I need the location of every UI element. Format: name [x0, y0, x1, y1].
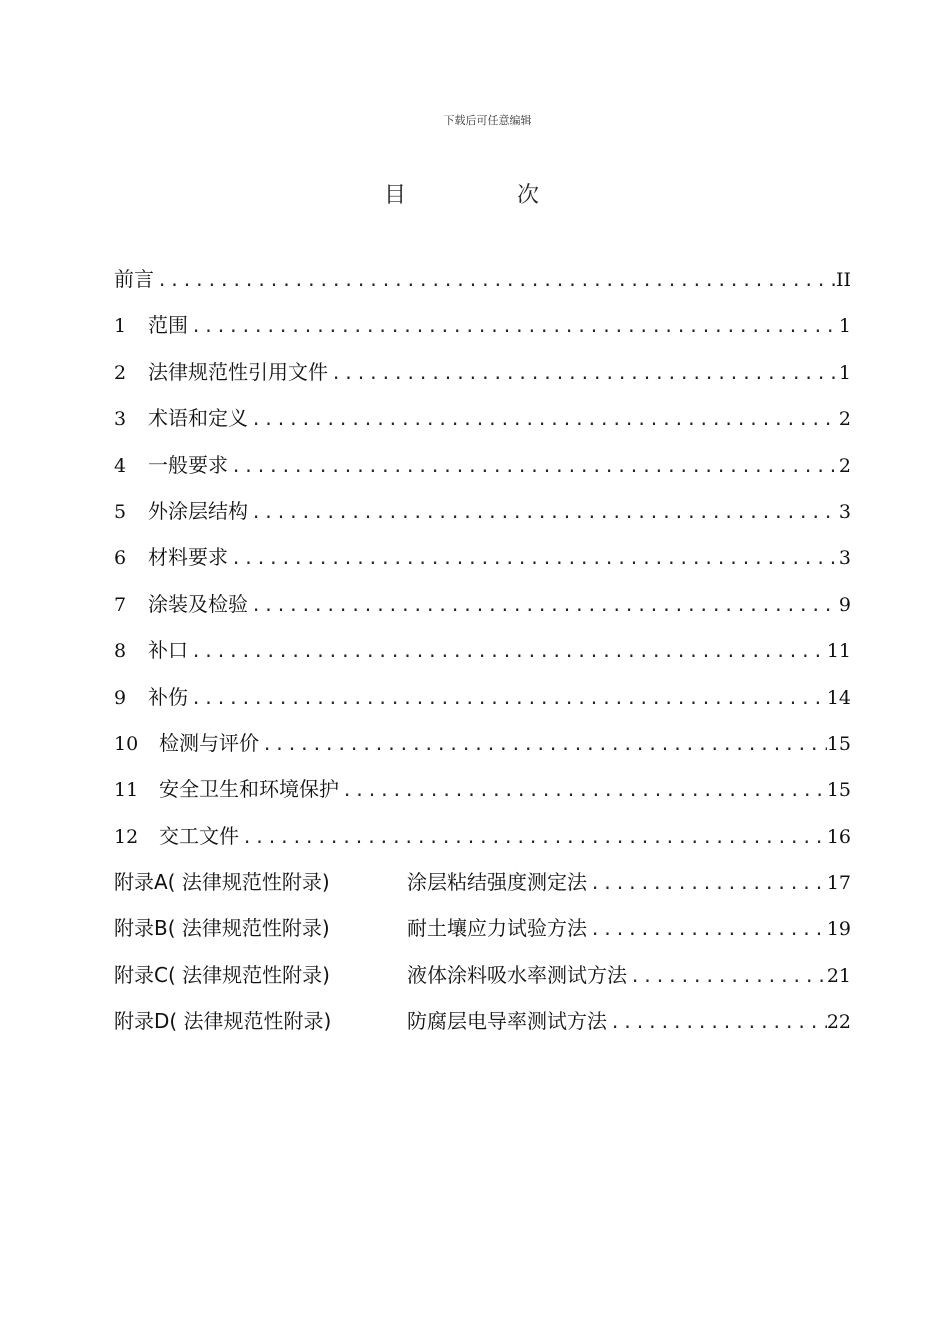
toc-entry-label: 检测与评价 [159, 730, 259, 755]
toc-entry-number: 1 [114, 315, 127, 338]
toc-leader-dots [188, 310, 839, 344]
toc-leader-dots [228, 542, 839, 576]
toc-entry-11[interactable] [114, 772, 851, 818]
toc-appendix-d[interactable] [114, 1004, 851, 1050]
toc-entry-preface[interactable] [114, 262, 851, 308]
toc-entry-3[interactable] [114, 401, 851, 447]
toc-entry-page: 2 [838, 454, 851, 477]
page-title: 目 次 [384, 183, 591, 208]
toc-entry-label: 耐土壤应力试验方法 [407, 916, 587, 941]
toc-appendix-a[interactable] [114, 865, 851, 911]
toc-entry-label: 一般要求 [148, 452, 228, 477]
toc-entry-label: 涂层粘结强度测定法 [407, 870, 587, 895]
toc-leader-dots [188, 682, 827, 716]
toc-leader-dots [587, 913, 827, 947]
toc-entry-page: 15 [826, 779, 851, 802]
toc-entry-label: 材料要求 [148, 545, 228, 570]
toc-entry-number: 10 [114, 732, 139, 755]
toc-entry-number: 9 [114, 686, 127, 709]
toc-appendix-b[interactable] [114, 911, 851, 957]
toc-leader-dots [239, 821, 827, 855]
toc-entry-4[interactable] [114, 448, 851, 494]
toc-leader-dots [248, 496, 839, 530]
toc-leader-dots [188, 635, 827, 669]
toc-entry-page: 16 [826, 825, 851, 848]
toc-entry-12[interactable] [114, 819, 851, 865]
toc-entry-5[interactable] [114, 494, 851, 540]
toc-entry-number: 6 [114, 547, 127, 570]
toc-entry-6[interactable] [114, 540, 851, 586]
toc-entry-number: 4 [114, 454, 127, 477]
toc-leader-dots [627, 960, 827, 994]
toc-entry-8[interactable] [114, 633, 851, 679]
toc-entry-number: 2 [114, 361, 127, 384]
toc-entry-label: 术语和定义 [148, 406, 248, 431]
toc-appendix-c[interactable] [114, 958, 851, 1004]
toc-entry-9[interactable] [114, 680, 851, 726]
toc-entry-label: 液体涂料吸水率测试方法 [407, 962, 627, 987]
toc-appendix-prefix: 附录D( 法律规范性附录) [114, 1009, 332, 1034]
toc-leader-dots [339, 774, 827, 808]
toc-entry-label: 范围 [148, 313, 188, 338]
toc-entry-page: 9 [838, 593, 851, 616]
toc-entry-label: 前言 [114, 267, 154, 291]
toc-entry-number: 11 [114, 779, 139, 802]
toc-appendix-prefix: 附录A( 法律规范性附录) [114, 870, 330, 895]
toc-entry-page: 14 [826, 686, 851, 709]
toc-leader-dots [328, 357, 839, 391]
toc-entry-number: 3 [114, 408, 127, 431]
toc-appendix-prefix: 附录B( 法律规范性附录) [114, 916, 330, 941]
toc-entry-label: 交工文件 [159, 823, 239, 848]
toc-entry-page: 1 [838, 315, 851, 338]
toc-entry-page: 3 [838, 547, 851, 570]
toc-entry-page: II [835, 269, 851, 291]
toc-entry-number: 12 [114, 825, 139, 848]
toc-entry-1[interactable] [114, 308, 851, 354]
toc-entry-10[interactable] [114, 726, 851, 772]
toc-entry-2[interactable] [114, 355, 851, 401]
toc-entry-page: 15 [826, 732, 851, 755]
toc-entry-label: 外涂层结构 [148, 498, 248, 523]
toc-entry-page: 1 [838, 361, 851, 384]
toc-leader-dots [248, 589, 839, 623]
toc-entry-label: 涂装及检验 [148, 591, 248, 616]
toc-entry-label: 安全卫生和环境保护 [159, 777, 339, 802]
toc-leader-dots [228, 450, 839, 484]
toc-entry-page: 3 [838, 500, 851, 523]
toc-entry-page: 11 [826, 640, 851, 663]
toc-leader-dots [248, 403, 839, 437]
toc-entry-number: 5 [114, 500, 127, 523]
toc-entry-page: 21 [826, 964, 851, 987]
toc-leader-dots [587, 867, 827, 901]
toc-entry-page: 19 [826, 918, 851, 941]
toc-entry-label: 法律规范性引用文件 [148, 359, 328, 384]
toc-entry-number: 7 [114, 593, 127, 616]
toc-appendix-prefix: 附录C( 法律规范性附录) [114, 962, 330, 987]
toc-entry-label: 补口 [148, 638, 188, 663]
toc-entry-page: 2 [838, 408, 851, 431]
toc-leader-dots [607, 1006, 827, 1040]
toc-entry-page: 17 [826, 872, 851, 895]
toc-leader-dots [154, 264, 836, 298]
toc-entry-7[interactable] [114, 587, 851, 633]
toc-entry-label: 防腐层电导率测试方法 [407, 1009, 607, 1034]
toc-leader-dots [259, 728, 827, 762]
toc-entry-label: 补伤 [148, 684, 188, 709]
toc-entry-number: 8 [114, 640, 127, 663]
table-of-contents [114, 262, 851, 1051]
toc-entry-page: 22 [826, 1011, 851, 1034]
header-note: 下载后可任意编辑 [443, 114, 532, 127]
